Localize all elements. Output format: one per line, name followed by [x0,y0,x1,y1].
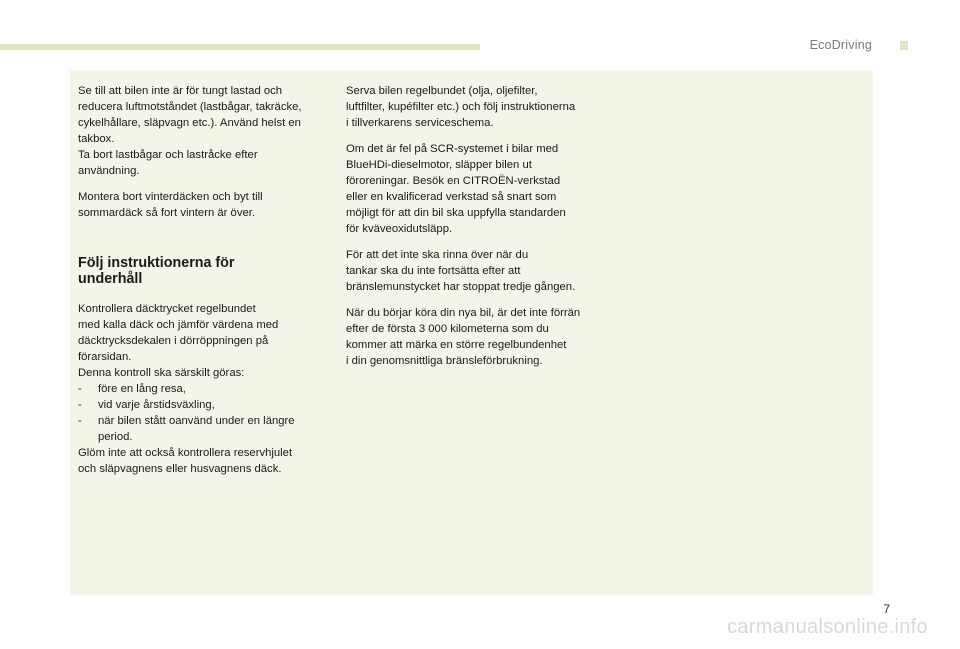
paragraph-spare-wheel: Glöm inte att också kontrollera reservhjulet och släpvagnens eller husvagnens däck. [78,447,293,475]
header-accent-bar [0,44,480,50]
section-title: EcoDriving [809,38,872,52]
watermark: carmanualsonline.info [727,616,928,638]
list-item: - när bilen stått oanvänd under en längre period. [78,415,295,443]
paragraph-scr-system: Om det är fel på SCR-systemet i bilar med BlueHDi-dieselmotor, släpper bilen ut föroreningar. Besök en CITROËN-verkstad eller en kvalificerad verkstad så snart som möjligt för att din bil ska uppfylla standarden för kväveoxidutsläpp. [346,143,566,235]
left-column [78,83,328,487]
page-number: 7 [883,602,890,616]
list-item: - vid varje årstidsväxling, [78,399,215,411]
paragraph-tyre-pressure: Kontrollera däcktrycket regelbundet med kalla däck och jämför värdena med däcktrycksdekalen i dörröppningen på förarsidan. Denna kontroll ska särskilt göras: [78,303,279,379]
paragraph-service: Serva bilen regelbundet (olja, oljefilter, luftfilter, kupéfilter etc.) och följ instruktionerna i tillverkarens serviceschema. [346,85,576,129]
paragraph-load: Se till att bilen inte är för tungt lastad och reducera luftmotståndet (lastbågar, takräcke, cykelhållare, släpvagn etc.). Använd helst en takbox. Ta bort lastbågar och lastråcke efter användning. [78,85,302,177]
list-item: - före en lång resa, [78,383,186,395]
paragraph-refuel: För att det inte ska rinna över när du tankar ska du inte fortsätta efter att bränslemunstycket har stoppat tredje gången. [346,249,576,293]
paragraph-new-car: När du börjar köra din nya bil, är det inte förrän efter de första 3 000 kilometerna som du kommer att märka en större regelbundenhet i din genomsnittliga bränsleförbrukning. [346,307,581,367]
section-heading-maintenance: Följ instruktionerna för underhåll [78,255,235,287]
check-list [78,381,328,445]
section-marker [900,41,908,50]
paragraph-tyres-season: Montera bort vinterdäcken och byt till sommardäck så fort vintern är över. [78,191,263,219]
right-column [346,83,606,379]
